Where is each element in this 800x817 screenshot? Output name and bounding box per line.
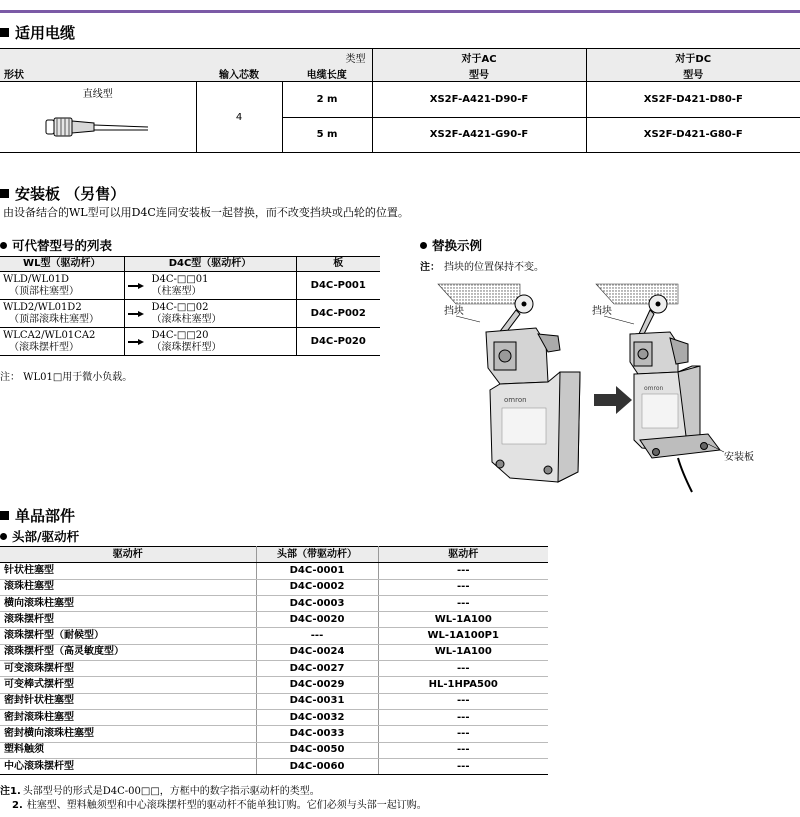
parts-row xyxy=(0,579,548,595)
parts-head-model: D4C-0024 xyxy=(256,644,378,660)
replace-d4c-type: （柱塞型） xyxy=(151,285,202,297)
example-title xyxy=(420,236,482,254)
cable-ac-model-5m: XS2F-A421-G90-F xyxy=(372,117,586,153)
parts-row xyxy=(0,726,548,742)
replace-wl-cell xyxy=(0,300,124,328)
parts-head-model: D4C-0029 xyxy=(256,677,378,693)
parts-row xyxy=(0,628,548,644)
replace-wl-model: WLD/WL01D xyxy=(3,273,69,285)
parts-head-model: D4C-0020 xyxy=(256,612,378,628)
replace-d4c-cell xyxy=(124,328,296,356)
parts-row xyxy=(0,595,548,611)
replace-header-plate: 板 xyxy=(296,257,380,272)
replace-list-title-text: 可代替型号的列表 xyxy=(12,238,113,253)
parts-lever-model: HL-1HPA500 xyxy=(378,677,548,693)
parts-lever-model: WL-1A100 xyxy=(378,644,548,660)
dog-label-right: 挡块 xyxy=(592,306,612,317)
mounting-plate-label: 安装板 xyxy=(724,452,754,463)
parts-row xyxy=(0,563,548,579)
cable-length-5m: 5 m xyxy=(282,117,372,153)
replace-wl-type: （顶部滚珠柱塞型） xyxy=(9,313,99,325)
cable-table xyxy=(0,48,800,153)
section-plate-title xyxy=(0,183,125,204)
replace-wl-type: （滚珠摆杆型） xyxy=(9,341,79,353)
parts-head-model: --- xyxy=(256,628,378,644)
parts-type: 可变棒式摆杆型 xyxy=(0,677,256,693)
parts-type: 滚珠柱塞型 xyxy=(0,579,256,595)
replace-header-wl: WL型（驱动杆） xyxy=(0,257,124,272)
cable-ac-model-2m: XS2F-A421-D90-F xyxy=(372,82,586,118)
replace-d4c-model: D4C-□□01 xyxy=(151,273,209,285)
section-parts-title xyxy=(0,505,75,526)
parts-note-1 xyxy=(0,782,320,797)
parts-lever-model: --- xyxy=(378,693,548,709)
cable-header-type: 类型 xyxy=(0,49,372,66)
parts-head-model: D4C-0027 xyxy=(256,661,378,677)
plate-description: 由设备结合的WL型可以用D4C连同安装板一起替换，而不改变挡块或凸轮的位置。 xyxy=(3,206,409,219)
parts-type: 横向滚珠柱塞型 xyxy=(0,595,256,611)
straight-connector-image xyxy=(44,112,154,142)
round-bullet-icon xyxy=(0,533,7,540)
cable-header-cores: 输入芯数 xyxy=(196,65,282,82)
replace-row xyxy=(0,272,380,300)
cable-header-dc: 对于DC xyxy=(586,49,800,66)
parts-lever-model: --- xyxy=(378,726,548,742)
parts-row xyxy=(0,709,548,725)
parts-table xyxy=(0,546,548,775)
replace-d4c-cell xyxy=(124,300,296,328)
replace-list-title xyxy=(0,236,112,254)
square-bullet-icon xyxy=(0,189,9,198)
replace-row xyxy=(0,328,380,356)
cable-shape-cell xyxy=(0,82,196,153)
replace-note: 注： WL01□用于微小负载。 xyxy=(0,372,133,383)
replace-wl-cell xyxy=(0,328,124,356)
arrow-right-icon xyxy=(128,311,144,317)
replace-wl-model: WLCA2/WL01CA2 xyxy=(3,329,96,341)
round-bullet-icon xyxy=(420,242,427,249)
parts-row xyxy=(0,758,548,774)
cable-length-2m: 2 m xyxy=(282,82,372,118)
example-note xyxy=(420,258,544,273)
parts-lever-model: --- xyxy=(378,742,548,758)
brand-label-left: omron xyxy=(504,396,527,404)
parts-subtitle-text: 头部/驱动杆 xyxy=(12,529,80,544)
parts-type: 密封滚珠柱塞型 xyxy=(0,709,256,725)
replacement-example-figure xyxy=(420,272,780,494)
parts-type: 滚珠摆杆型（耐候型） xyxy=(0,628,256,644)
replace-d4c-type: （滚珠柱塞型） xyxy=(151,313,222,325)
section-cables-title-text: 适用电缆 xyxy=(15,24,76,42)
parts-lever-model: WL-1A100P1 xyxy=(378,628,548,644)
parts-lever-model: --- xyxy=(378,579,548,595)
example-note-text: 挡块的位置保持不变。 xyxy=(444,262,544,273)
parts-head-model: D4C-0001 xyxy=(256,563,378,579)
parts-row xyxy=(0,644,548,660)
parts-head-model: D4C-0031 xyxy=(256,693,378,709)
parts-lever-model: --- xyxy=(378,661,548,677)
parts-head-model: D4C-0003 xyxy=(256,595,378,611)
parts-row xyxy=(0,742,548,758)
parts-header-actuator: 驱动杆 xyxy=(378,547,548,563)
example-note-label: 注： xyxy=(420,262,440,273)
replace-table xyxy=(0,256,380,356)
replace-wl-cell xyxy=(0,272,124,300)
parts-subtitle xyxy=(0,527,79,545)
replace-row xyxy=(0,300,380,328)
parts-head-model: D4C-0050 xyxy=(256,742,378,758)
parts-lever-model: --- xyxy=(378,758,548,774)
square-bullet-icon xyxy=(0,511,9,520)
replace-d4c-model: D4C-□□20 xyxy=(151,329,209,341)
dog-label-left: 挡块 xyxy=(444,306,464,317)
parts-type: 密封针状柱塞型 xyxy=(0,693,256,709)
replace-wl-type: （顶部柱塞型） xyxy=(9,285,79,297)
section-plate-title-text: 安装板 （另售） xyxy=(15,185,126,203)
parts-lever-model: WL-1A100 xyxy=(378,612,548,628)
brand-label-right: omron xyxy=(644,385,664,392)
parts-lever-model: --- xyxy=(378,709,548,725)
parts-lever-model: --- xyxy=(378,563,548,579)
arrow-right-icon xyxy=(128,339,144,345)
parts-type: 滚珠摆杆型 xyxy=(0,612,256,628)
replace-d4c-model: D4C-□□02 xyxy=(151,301,209,313)
parts-note-1-text: 头部型号的形式是D4C-00□□，方框中的数字指示驱动杆的类型。 xyxy=(22,786,320,797)
dog-block-left xyxy=(438,284,520,304)
parts-type: 针状柱塞型 xyxy=(0,563,256,579)
replace-wl-model: WLD2/WL01D2 xyxy=(3,301,82,313)
arrow-right-icon xyxy=(128,283,144,289)
parts-head-model: D4C-0060 xyxy=(256,758,378,774)
parts-header-lever: 驱动杆 xyxy=(0,547,256,563)
cable-header-ac-model: 型号 xyxy=(372,65,586,82)
section-cables-title xyxy=(0,22,75,43)
parts-row xyxy=(0,661,548,677)
replace-plate-model: D4C-P002 xyxy=(296,300,380,328)
cable-header-length: 电缆长度 xyxy=(282,65,372,82)
top-accent-line xyxy=(0,10,800,13)
parts-row xyxy=(0,693,548,709)
cable-header-dc-model: 型号 xyxy=(586,65,800,82)
parts-row xyxy=(0,677,548,693)
parts-head-model: D4C-0032 xyxy=(256,709,378,725)
cable-shape-label: 直线型 xyxy=(82,89,113,100)
parts-type: 密封横向滚珠柱塞型 xyxy=(0,726,256,742)
replace-arrow-icon xyxy=(594,386,632,414)
example-title-text: 替换示例 xyxy=(432,238,483,253)
parts-lever-model: --- xyxy=(378,595,548,611)
wl-limit-switch-image xyxy=(486,295,580,482)
parts-note-2-label: 2. xyxy=(12,800,23,811)
parts-head-model: D4C-0002 xyxy=(256,579,378,595)
parts-note-1-label: 注1. xyxy=(0,786,21,797)
replace-plate-model: D4C-P001 xyxy=(296,272,380,300)
cable-cores-value: 4 xyxy=(196,82,282,153)
cable-dc-model-5m: XS2F-D421-G80-F xyxy=(586,117,800,153)
cable-header-ac: 对于AC xyxy=(372,49,586,66)
section-parts-title-text: 单品部件 xyxy=(15,507,76,525)
cable-header-shape: 形状 xyxy=(0,65,196,82)
cable-dc-model-2m: XS2F-D421-D80-F xyxy=(586,82,800,118)
parts-header-head: 头部（带驱动杆） xyxy=(256,547,378,563)
replace-d4c-cell xyxy=(124,272,296,300)
parts-type: 可变滚珠摆杆型 xyxy=(0,661,256,677)
round-bullet-icon xyxy=(0,242,7,249)
square-bullet-icon xyxy=(0,28,9,37)
parts-type: 滚珠摆杆型（高灵敏度型） xyxy=(0,644,256,660)
parts-note-2 xyxy=(12,796,427,811)
parts-row xyxy=(0,612,548,628)
d4c-limit-switch-image xyxy=(630,295,720,492)
replace-header-d4c: D4C型（驱动杆） xyxy=(124,257,296,272)
parts-type: 中心滚珠摆杆型 xyxy=(0,758,256,774)
replace-d4c-type: （滚珠摆杆型） xyxy=(151,341,222,353)
parts-type: 塑料触须 xyxy=(0,742,256,758)
parts-head-model: D4C-0033 xyxy=(256,726,378,742)
replace-plate-model: D4C-P020 xyxy=(296,328,380,356)
parts-note-2-text: 柱塞型、塑料触须型和中心滚珠摆杆型的驱动杆不能单独订购。它们必须与头部一起订购。 xyxy=(26,800,427,811)
